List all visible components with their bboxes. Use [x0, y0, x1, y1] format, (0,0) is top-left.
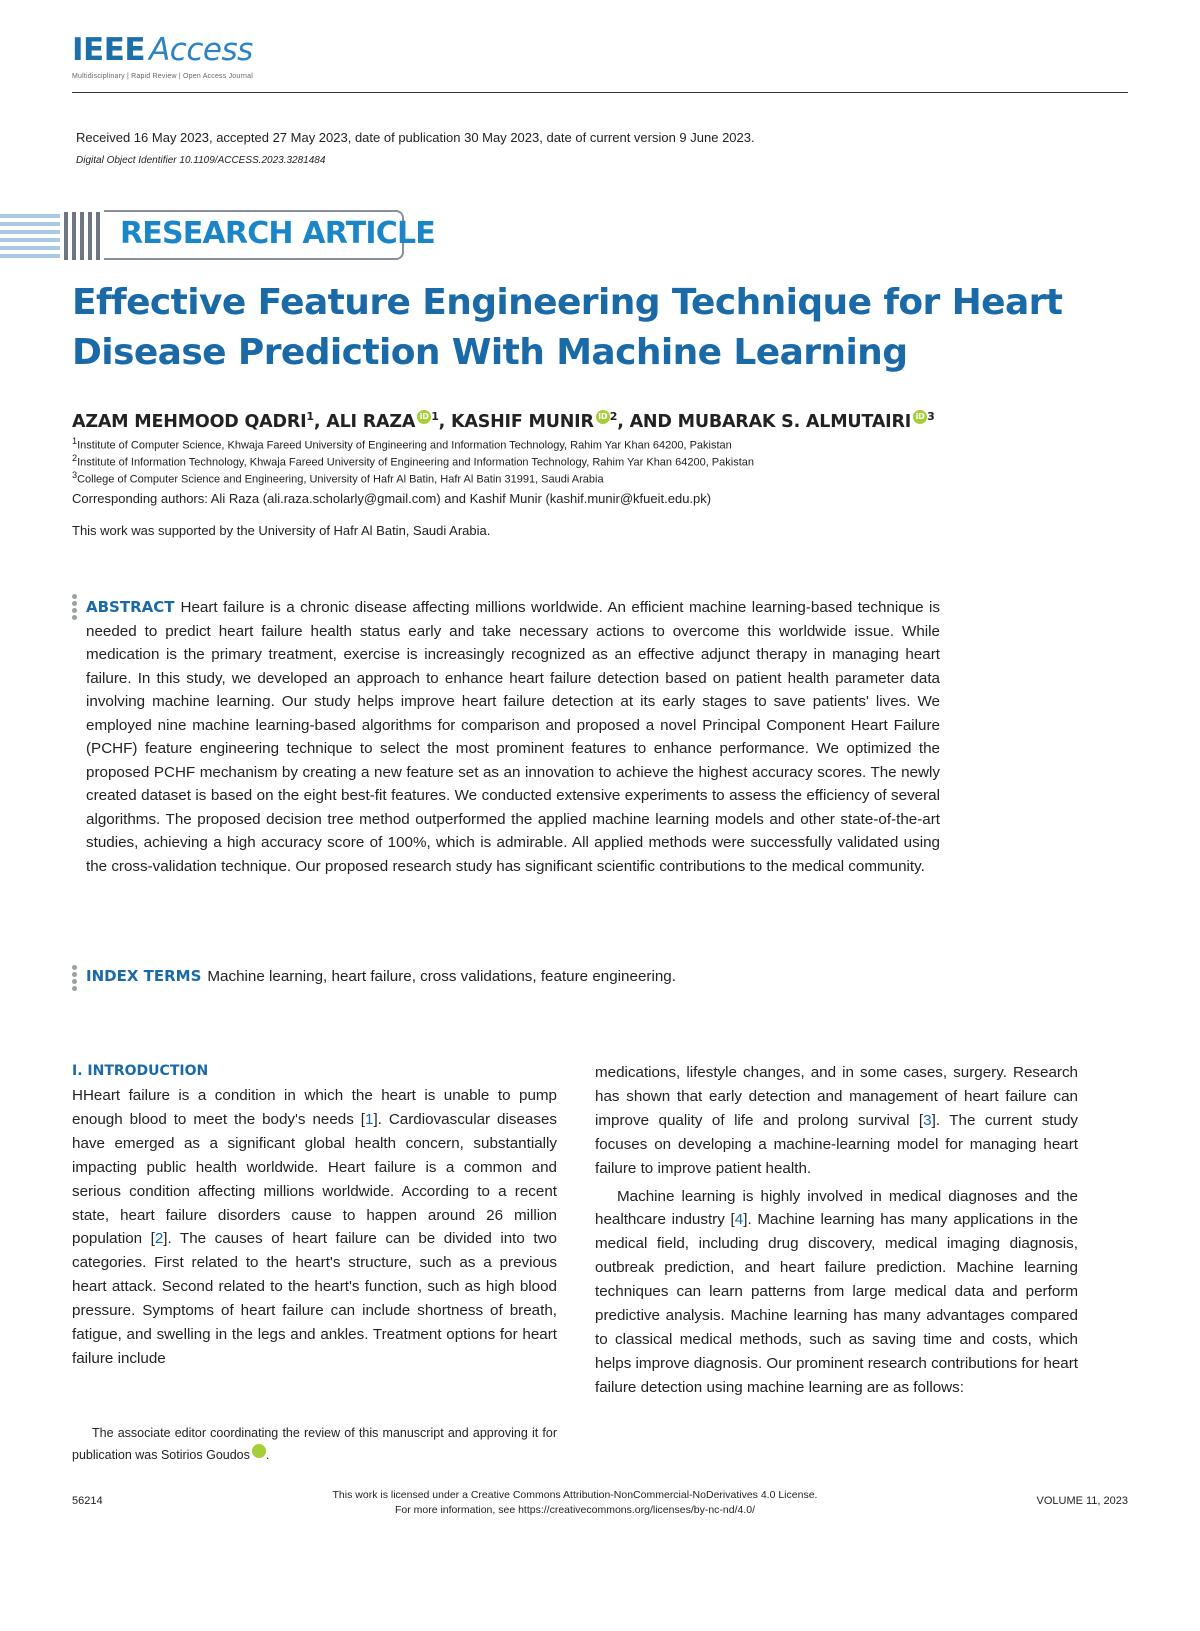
index-terms-label: INDEX TERMS	[86, 967, 202, 985]
abstract-dots-icon	[72, 594, 78, 622]
orcid-icon[interactable]: iD	[252, 1444, 266, 1458]
author-1-affil: 1	[306, 410, 314, 423]
orcid-icon[interactable]: iD	[417, 410, 431, 424]
intro-paragraph-2: Machine learning is highly involved in medical diagnoses and the healthcare industry [4]. Machine learning has many applications in the medical field, including drug discovery, medical imaging diagnosis, outbreak prediction, and heart failure prediction. Machine learning techniques can learn patterns from large medical data and perform predictive analysis. Machine learning has many advantages compared to classical medical methods, such as saving time and costs, which helps improve diagnosis. Our prominent research contributions for heart failure detection using machine learning are as follows:	[595, 1187, 1078, 1396]
author-1: AZAM MEHMOOD QADRI	[72, 411, 307, 432]
affiliation-2-mark: 2	[72, 453, 78, 463]
abstract-label: ABSTRACT	[86, 598, 175, 616]
affiliation-1-text: Institute of Computer Science, Khwaja Fareed University of Engineering and Information Technology, Rahim Yar Khan 64200, Pakistan	[77, 439, 732, 452]
affiliation-3-mark: 3	[72, 470, 78, 480]
right-column	[595, 1061, 1078, 1400]
editor-footnote: The associate editor coordinating the review of this manuscript and approving it for publication was Sotirios Goudos iD.	[72, 1426, 557, 1462]
section-heading: I. INTRODUCTION	[72, 1063, 209, 1079]
orcid-icon[interactable]: iD	[596, 410, 610, 424]
author-4: , AND MUBARAK S. ALMUTAIRI	[617, 411, 912, 432]
affiliation-3-text: College of Computer Science and Engineering, University of Hafr Al Batin, Hafr Al Batin 31991, Saudi Arabia	[77, 473, 604, 486]
author-3: , KASHIF MUNIR	[438, 411, 594, 432]
license-line-1: This work is licensed under a Creative Commons Attribution-NonCommercial-NoDerivatives 4.0 License.	[332, 1489, 818, 1501]
left-column	[72, 1084, 557, 1371]
author-4-affil: 3	[927, 410, 935, 423]
citation-link[interactable]: 1	[364, 1110, 374, 1128]
orcid-icon[interactable]: iD	[913, 410, 927, 424]
abstract-text: Heart failure is a chronic disease affecting millions worldwide. An efficient machine learning-based technique is needed to predict heart failure health status early and take necessary actions to overcome this worldwide issue. While medication is the primary treatment, exercise is increasingly recognized as an effective adjunct therapy in managing heart failure. In this study, we developed an approach to enhance heart failure detection based on patient health parameter data involving machine learning. Our study helps improve heart failure detection at its early stages to save patients' lives. We employed nine machine learning-based algorithms for comparison and proposed a novel Principal Component Heart Failure (PCHF) feature engineering technique to select the most prominent features to enhance performance. We optimized the proposed PCHF mechanism by creating a new feature set as an innovation to achieve the highest accuracy scores. The newly created dataset is based on the eight best-fit features. We conducted extensive experiments to assess the efficiency of several algorithms. The proposed decision tree method outperformed the applied machine learning models and other state-of-the-art studies, achieving a high accuracy score of 100%, which is admirable. All applied methods were successfully validated using the cross-validation technique. Our proposed research study has significant scientific contributions to the medical community.	[86, 599, 940, 875]
title-line-1: Effective Feature Engineering Technique for Heart	[72, 282, 1063, 323]
citation-link[interactable]: 2	[154, 1230, 164, 1248]
paper-title	[72, 278, 1132, 378]
affiliation-2	[72, 453, 754, 469]
index-terms-dots-icon	[72, 965, 78, 993]
affiliation-2-text: Institute of Information Technology, Khwaja Fareed University of Engineering and Information Technology, Rahim Yar Khan 64200, Pakistan	[77, 456, 754, 469]
logo-ieee-text: IEEE	[72, 32, 146, 68]
header-divider	[72, 92, 1128, 93]
journal-logo	[72, 32, 253, 68]
footnote-text: The associate editor coordinating the review of this manuscript and approving it for publication was Sotirios Goudos	[72, 1426, 557, 1462]
page-number: 56214	[72, 1495, 103, 1507]
logo-tagline: Multidisciplinary | Rapid Review | Open Access Journal	[72, 73, 253, 80]
title-line-2: Disease Prediction With Machine Learning	[72, 332, 908, 373]
received-dates: Received 16 May 2023, accepted 27 May 2023, date of publication 30 May 2023, date of current version 9 June 2023.	[76, 130, 755, 145]
banner-stripes-icon	[0, 212, 100, 260]
author-3-affil: 2	[609, 410, 618, 423]
affiliation-1	[72, 436, 732, 452]
index-terms-text: Machine learning, heart failure, cross validations, feature engineering.	[207, 968, 676, 985]
logo-access-text: Access	[149, 32, 253, 68]
author-2-affil: 1	[431, 410, 439, 423]
author-list	[72, 410, 935, 432]
funding-note: This work was supported by the University of Hafr Al Batin, Saudi Arabia.	[72, 523, 491, 538]
abstract	[86, 596, 940, 878]
volume-info: VOLUME 11, 2023	[1036, 1495, 1128, 1507]
affiliation-3	[72, 470, 604, 486]
affiliation-1-mark: 1	[72, 436, 78, 446]
index-terms	[86, 967, 940, 985]
corresponding-authors: Corresponding authors: Ali Raza (ali.raza.scholarly@gmail.com) and Kashif Munir (kashif.munir@kfueit.edu.pk)	[72, 491, 712, 506]
citation-link[interactable]: 4	[734, 1211, 744, 1229]
doi: Digital Object Identifier 10.1109/ACCESS.2023.3281484	[76, 155, 326, 166]
citation-link[interactable]: 3	[923, 1111, 932, 1129]
license-line-2[interactable]: For more information, see https://creativecommons.org/licenses/by-nc-nd/4.0/	[394, 1504, 756, 1516]
intro-paragraph-1-cont: medications, lifestyle changes, and in some cases, surgery. Research has shown that early detection and management of heart failure can improve quality of life and prolong survival [3]. The current study focuses on developing a machine-learning model for managing heart failure to improve patient health.	[595, 1064, 1078, 1177]
license-notice	[0, 1488, 1150, 1518]
intro-paragraph-1: HHeart failure is a condition in which the heart is unable to pump enough blood to meet the body's needs [1]. Cardiovascular diseases have emerged as a significant global health concern, substantially impacting public health worldwide. Heart failure is a common and serious condition affecting millions worldwide. According to a recent state, heart failure disorders cause to happen around 26 million population [2]. The causes of heart failure can be divided into two categories. First related to the heart's structure, such as a previous heart attack. Second related to the heart's function, such as high blood pressure. Symptoms of heart failure can include shortness of breath, fatigue, and swelling in the legs and ankles. Treatment options for heart failure include	[72, 1087, 557, 1367]
author-2: , ALI RAZA	[313, 411, 416, 432]
article-type-label: RESEARCH ARTICLE	[120, 216, 436, 251]
